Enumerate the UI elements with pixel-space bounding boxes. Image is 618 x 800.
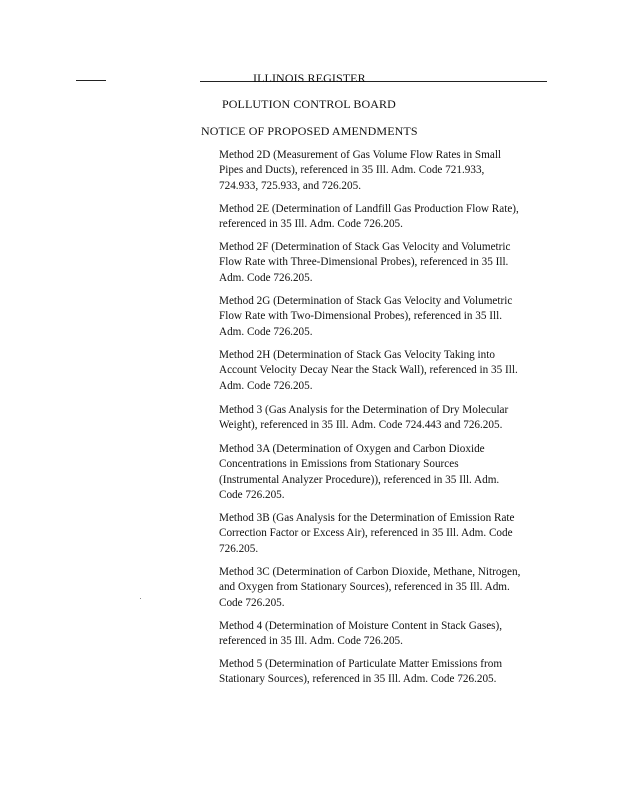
method-item-3: Method 3 (Gas Analysis for the Determination of Dry Molecular Weight), referenced in 35 Ill. Adm. Code 724.443 and 726.205. <box>219 404 509 432</box>
header-rule-left <box>76 80 106 81</box>
method-item-5: Method 5 (Determination of Particulate Matter Emissions from Stationary Sources), referenced in 35 Ill. Adm. Code 726.205. <box>219 658 503 686</box>
board-title: POLLUTION CONTROL BOARD <box>222 97 396 111</box>
method-item-3a: Method 3A (Determination of Oxygen and Carbon Dioxide Concentrations in Emissions from Stationary Sources (Instrumental Analyzer Procedure)), referenced in 35 Ill. Adm. Code 726.205. <box>219 443 500 501</box>
register-title: ILLINOIS REGISTER <box>253 71 366 85</box>
method-item-3c: Method 3C (Determination of Carbon Dioxide, Methane, Nitrogen, and Oxygen from Stationary Sources), referenced in 35 Ill. Adm. Code 726.205. <box>219 566 521 609</box>
notice-title: NOTICE OF PROPOSED AMENDMENTS <box>201 124 418 138</box>
scan-speck <box>140 598 141 599</box>
method-item-2e: Method 2E (Determination of Landfill Gas Production Flow Rate), referenced in 35 Ill. Adm. Code 726.205. <box>219 203 519 231</box>
method-item-2d: Method 2D (Measurement of Gas Volume Flow Rates in Small Pipes and Ducts), referenced in 35 Ill. Adm. Code 721.933, 724.933, 725.933, and 726.205. <box>219 149 502 192</box>
method-item-2f: Method 2F (Determination of Stack Gas Velocity and Volumetric Flow Rate with Three-Dimensional Probes), referenced in 35 Ill. Adm. Code 726.205. <box>219 241 511 284</box>
method-item-4: Method 4 (Determination of Moisture Content in Stack Gases), referenced in 35 Ill. Adm. Code 726.205. <box>219 620 503 648</box>
method-item-2h: Method 2H (Determination of Stack Gas Velocity Taking into Account Velocity Decay Near the Stack Wall), referenced in 35 Ill. Adm. Code 726.205. <box>219 349 518 392</box>
method-item-3b: Method 3B (Gas Analysis for the Determination of Emission Rate Correction Factor or Excess Air), referenced in 35 Ill. Adm. Code 726.205. <box>219 512 515 555</box>
method-item-2g: Method 2G (Determination of Stack Gas Velocity and Volumetric Flow Rate with Two-Dimensional Probes), referenced in 35 Ill. Adm. Code 726.205. <box>219 295 513 338</box>
